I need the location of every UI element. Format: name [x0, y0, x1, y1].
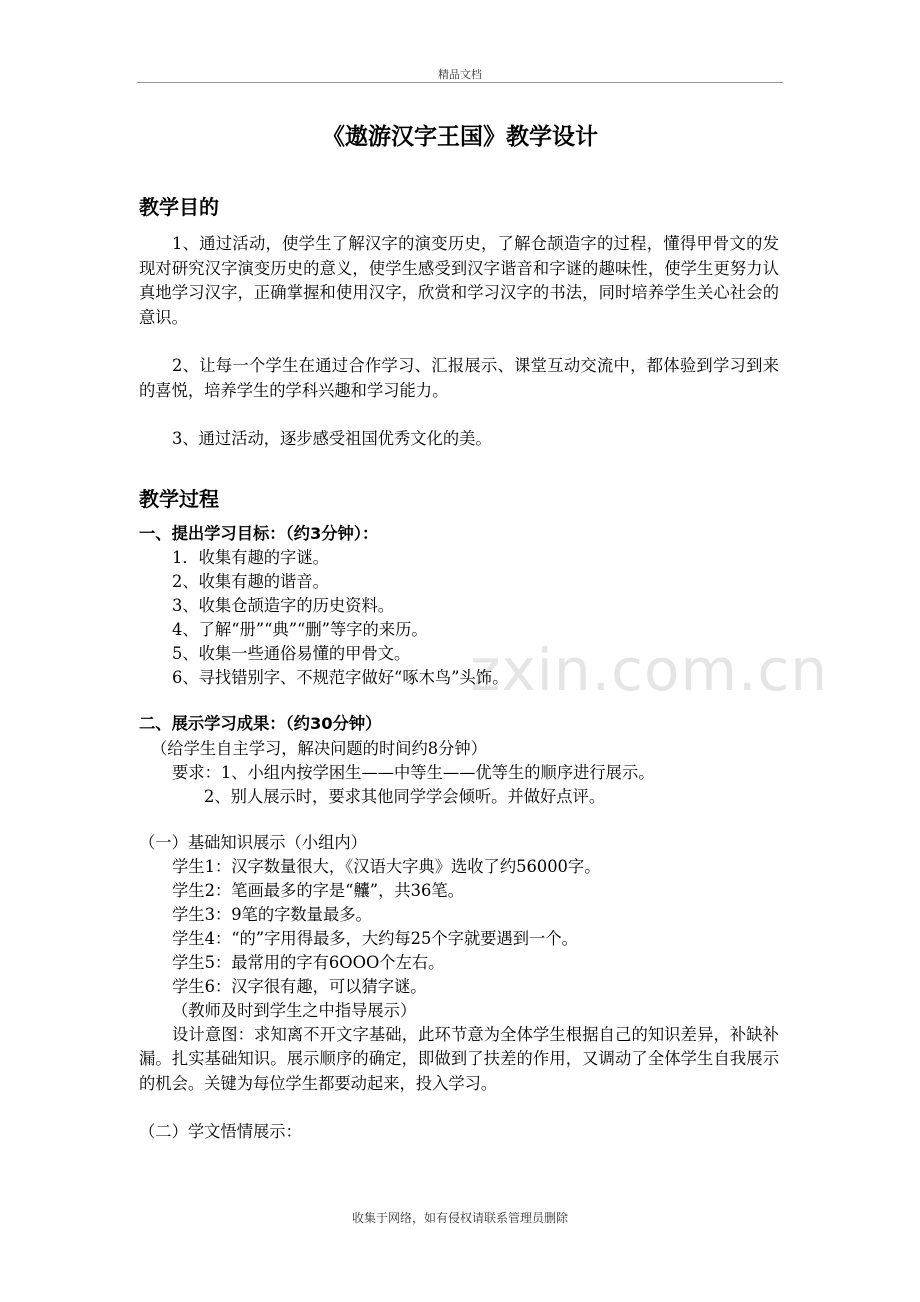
subsection-heading-1: （一）基础知识展示（小组内） [139, 832, 367, 852]
student-item: 学生2：笔画最多的字是“齉”，共36笔。 [172, 880, 464, 900]
list-item: 1．收集有趣的字谜。 [172, 548, 329, 567]
requirement-2: 2、别人展示时，要求其他同学学会倾听。并做好点评。 [204, 786, 606, 806]
header-divider [137, 82, 783, 83]
list-item: 5、收集一些通俗易懂的甲骨文。 [172, 644, 411, 663]
requirement-1: 要求：1、小组内按学困生——中等生——优等生的顺序进行展示。 [172, 762, 655, 782]
goal-item: 3、通过活动，逐步感受祖国优秀文化的美。 [172, 429, 492, 448]
section-heading-process: 教学过程 [139, 486, 219, 511]
teacher-note: （教师及时到学生之中指导展示） [172, 1000, 417, 1020]
document-title: 《遨游汉字王国》教学设计 [322, 124, 598, 150]
design-intent: 设计意图：求知离不开文字基础，此环节意为全体学生根据自己的知识差异，补缺补漏。扎实基础知识。展示顺序的确定，即做到了扶差的作用，又调动了全体学生自我展示的机会。关键为每位学生都要动起来，投入学习。 [139, 1024, 779, 1093]
list-item: 2、收集有趣的谐音。 [172, 572, 329, 591]
part2-heading: 二、展示学习成果：（约30分钟） [139, 714, 382, 733]
student-item: 学生6：汉字很有趣，可以猜字谜。 [172, 976, 427, 996]
student-item: 学生4：“的”字用得最多，大约每25个字就要遇到一个。 [172, 928, 578, 948]
list-item: 6、寻找错别字、不规范字做好“啄木鸟”头饰。 [172, 668, 509, 687]
goal-item: 1、通过活动，使学生了解汉字的演变历史，了解仓颉造字的过程，懂得甲骨文的发现对研究汉字演变历史的意义，使学生感受到汉字谐音和字谜的趣味性，使学生更努力认真地学习汉字，正确掌握和使用汉字，欣赏和学习汉字的书法，同时培养学生关心社会的意识。 [139, 234, 779, 327]
list-item: 3、收集仓颉造字的历史资料。 [172, 596, 395, 615]
student-item: 学生5：最常用的字有6OOO个左右。 [172, 952, 445, 972]
subsection-heading-2: （二）学文悟情展示： [139, 1122, 302, 1141]
watermark-text: zxin.com.cn [470, 636, 829, 704]
document-body [139, 190, 779, 1144]
page-header-label: 精品文档 [438, 68, 482, 81]
page-footer-label: 收集于网络，如有侵权请联系管理员删除 [351, 1211, 568, 1225]
part2-note: （给学生自主学习，解决问题的时间约8分钟） [151, 738, 487, 758]
part1-heading: 一、提出学习目标：（约3分钟）： [139, 523, 379, 543]
goal-item: 2、让每一个学生在通过合作学习、汇报展示、课堂互动交流中，都体验到学习到来的喜悦，培养学生的学科兴趣和学习能力。 [139, 356, 779, 400]
section-heading-goals: 教学目的 [139, 195, 219, 219]
student-item: 学生1：汉字数量很大，《汉语大字典》选收了约56000字。 [172, 856, 601, 876]
student-item: 学生3：9笔的字数量最多。 [172, 904, 372, 924]
list-item: 4、了解“册”“典”“删”等字的来历。 [172, 620, 428, 639]
